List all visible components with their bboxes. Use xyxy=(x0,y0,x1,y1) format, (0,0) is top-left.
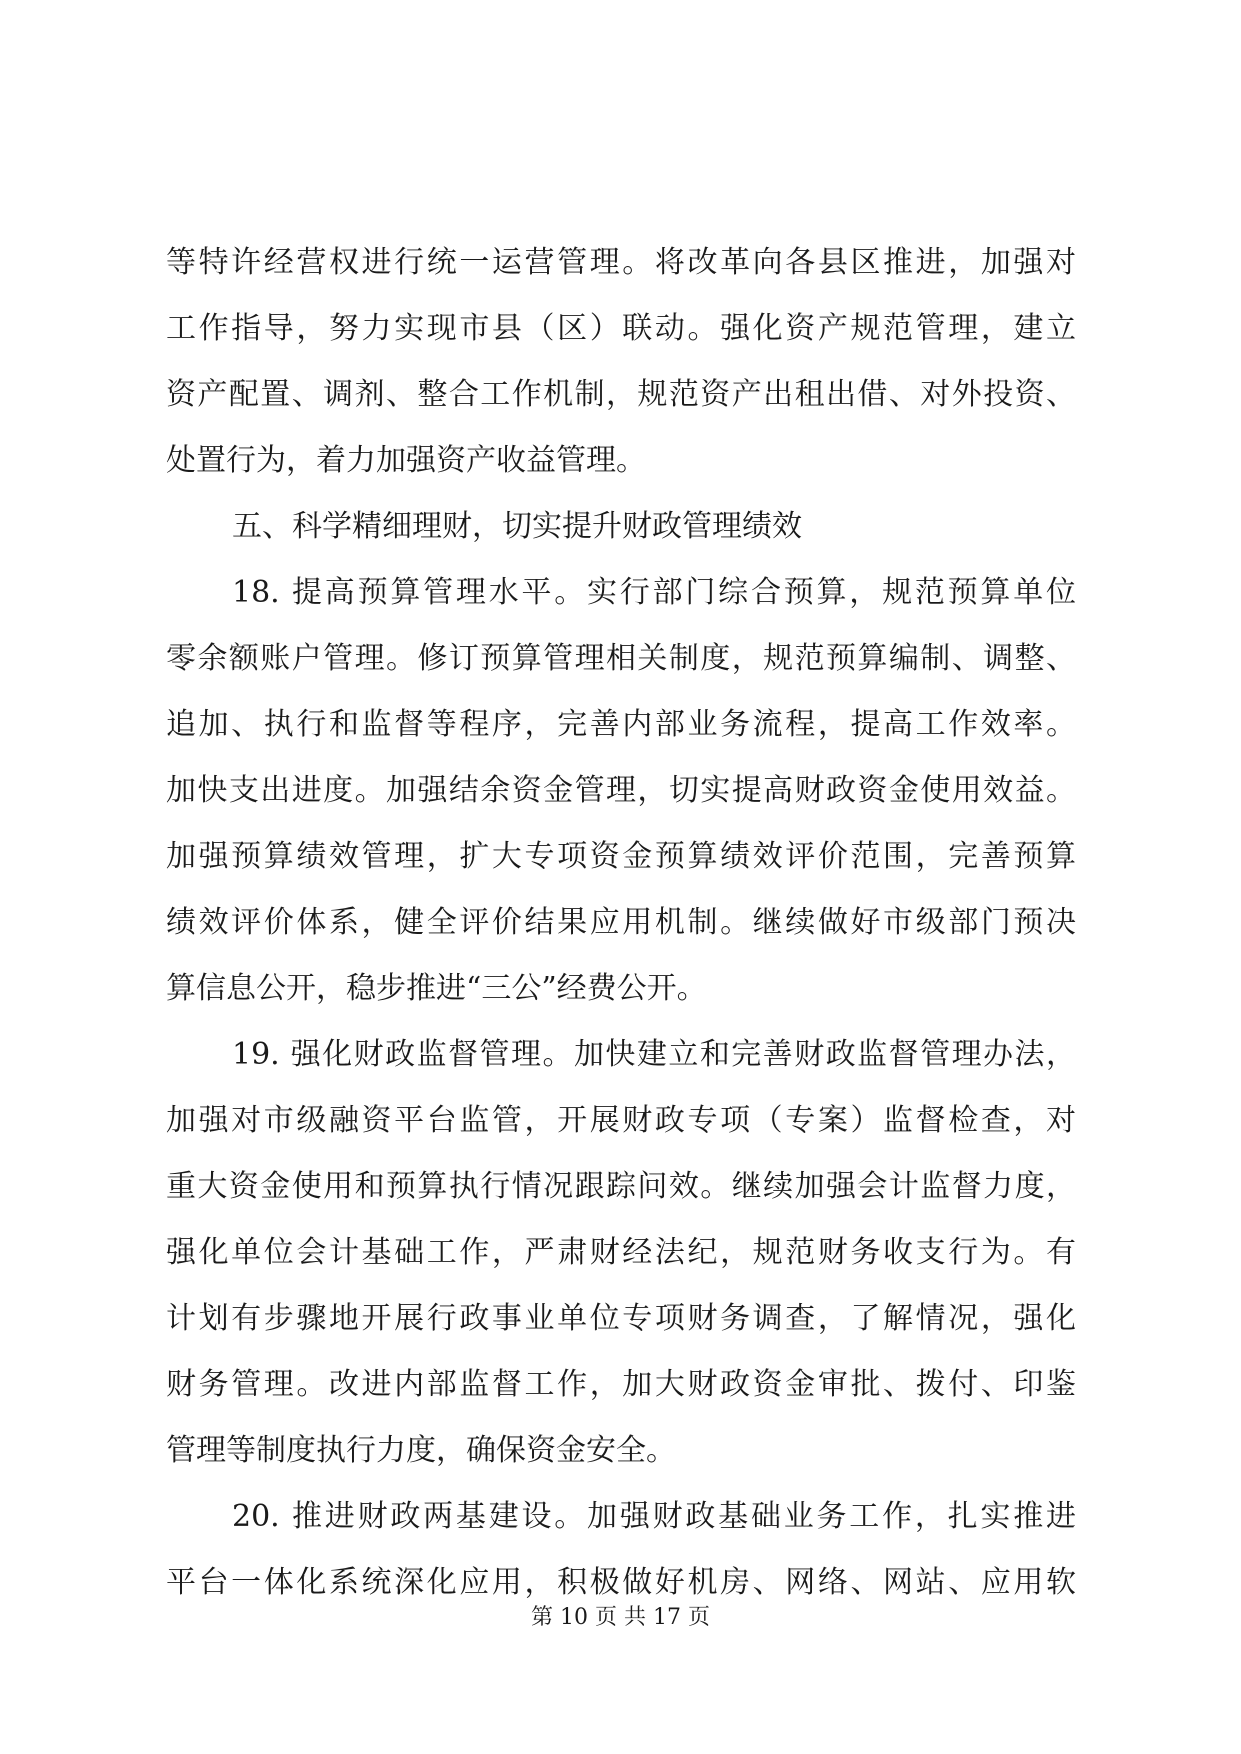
text-line: 强化单位会计基础工作，严肃财经法纪，规范财务收支行为。有 xyxy=(166,1235,1076,1270)
text-line: 重大资金使用和预算执行情况跟踪问效。继续加强会计监督力度， xyxy=(166,1169,1076,1204)
text-line: 平台一体化系统深化应用，积极做好机房、网络、网站、应用软 xyxy=(166,1565,1076,1600)
text-line: 算信息公开，稳步推进“三公”经费公开。 xyxy=(166,971,707,1006)
text-line: 管理等制度执行力度，确保资金安全。 xyxy=(166,1433,676,1468)
text-line: 加快支出进度。加强结余资金管理，切实提高财政资金使用效益。 xyxy=(166,773,1076,808)
text-line: 19. 强化财政监督管理。加快建立和完善财政监督管理办法， xyxy=(232,1037,1076,1072)
text-line: 资产配置、调剂、整合工作机制，规范资产出租出借、对外投资、 xyxy=(166,377,1076,412)
text-line: 财务管理。改进内部监督工作，加大财政资金审批、拨付、印鉴 xyxy=(166,1367,1076,1402)
text-line: 20. 推进财政两基建设。加强财政基础业务工作，扎实推进 xyxy=(232,1499,1076,1534)
text-line: 五、科学精细理财，切实提升财政管理绩效 xyxy=(232,509,802,544)
text-line: 工作指导，努力实现市县（区）联动。强化资产规范管理，建立 xyxy=(166,311,1076,346)
text-line: 18. 提高预算管理水平。实行部门综合预算，规范预算单位 xyxy=(232,575,1076,610)
text-line: 加强预算绩效管理，扩大专项资金预算绩效评价范围，完善预算 xyxy=(166,839,1076,874)
text-line: 处置行为，着力加强资产收益管理。 xyxy=(166,443,646,478)
text-line: 等特许经营权进行统一运营管理。将改革向各县区推进，加强对 xyxy=(166,245,1076,280)
text-line: 加强对市级融资平台监管，开展财政专项（专案）监督检查，对 xyxy=(166,1103,1076,1138)
text-line: 追加、执行和监督等程序，完善内部业务流程，提高工作效率。 xyxy=(166,707,1076,742)
page-footer: 第 10 页 共 17 页 xyxy=(531,1605,710,1630)
text-line: 零余额账户管理。修订预算管理相关制度，规范预算编制、调整、 xyxy=(166,641,1076,676)
text-line: 绩效评价体系，健全评价结果应用机制。继续做好市级部门预决 xyxy=(166,905,1076,940)
body-text xyxy=(166,230,1076,1616)
text-line: 计划有步骤地开展行政事业单位专项财务调查，了解情况，强化 xyxy=(166,1301,1076,1336)
